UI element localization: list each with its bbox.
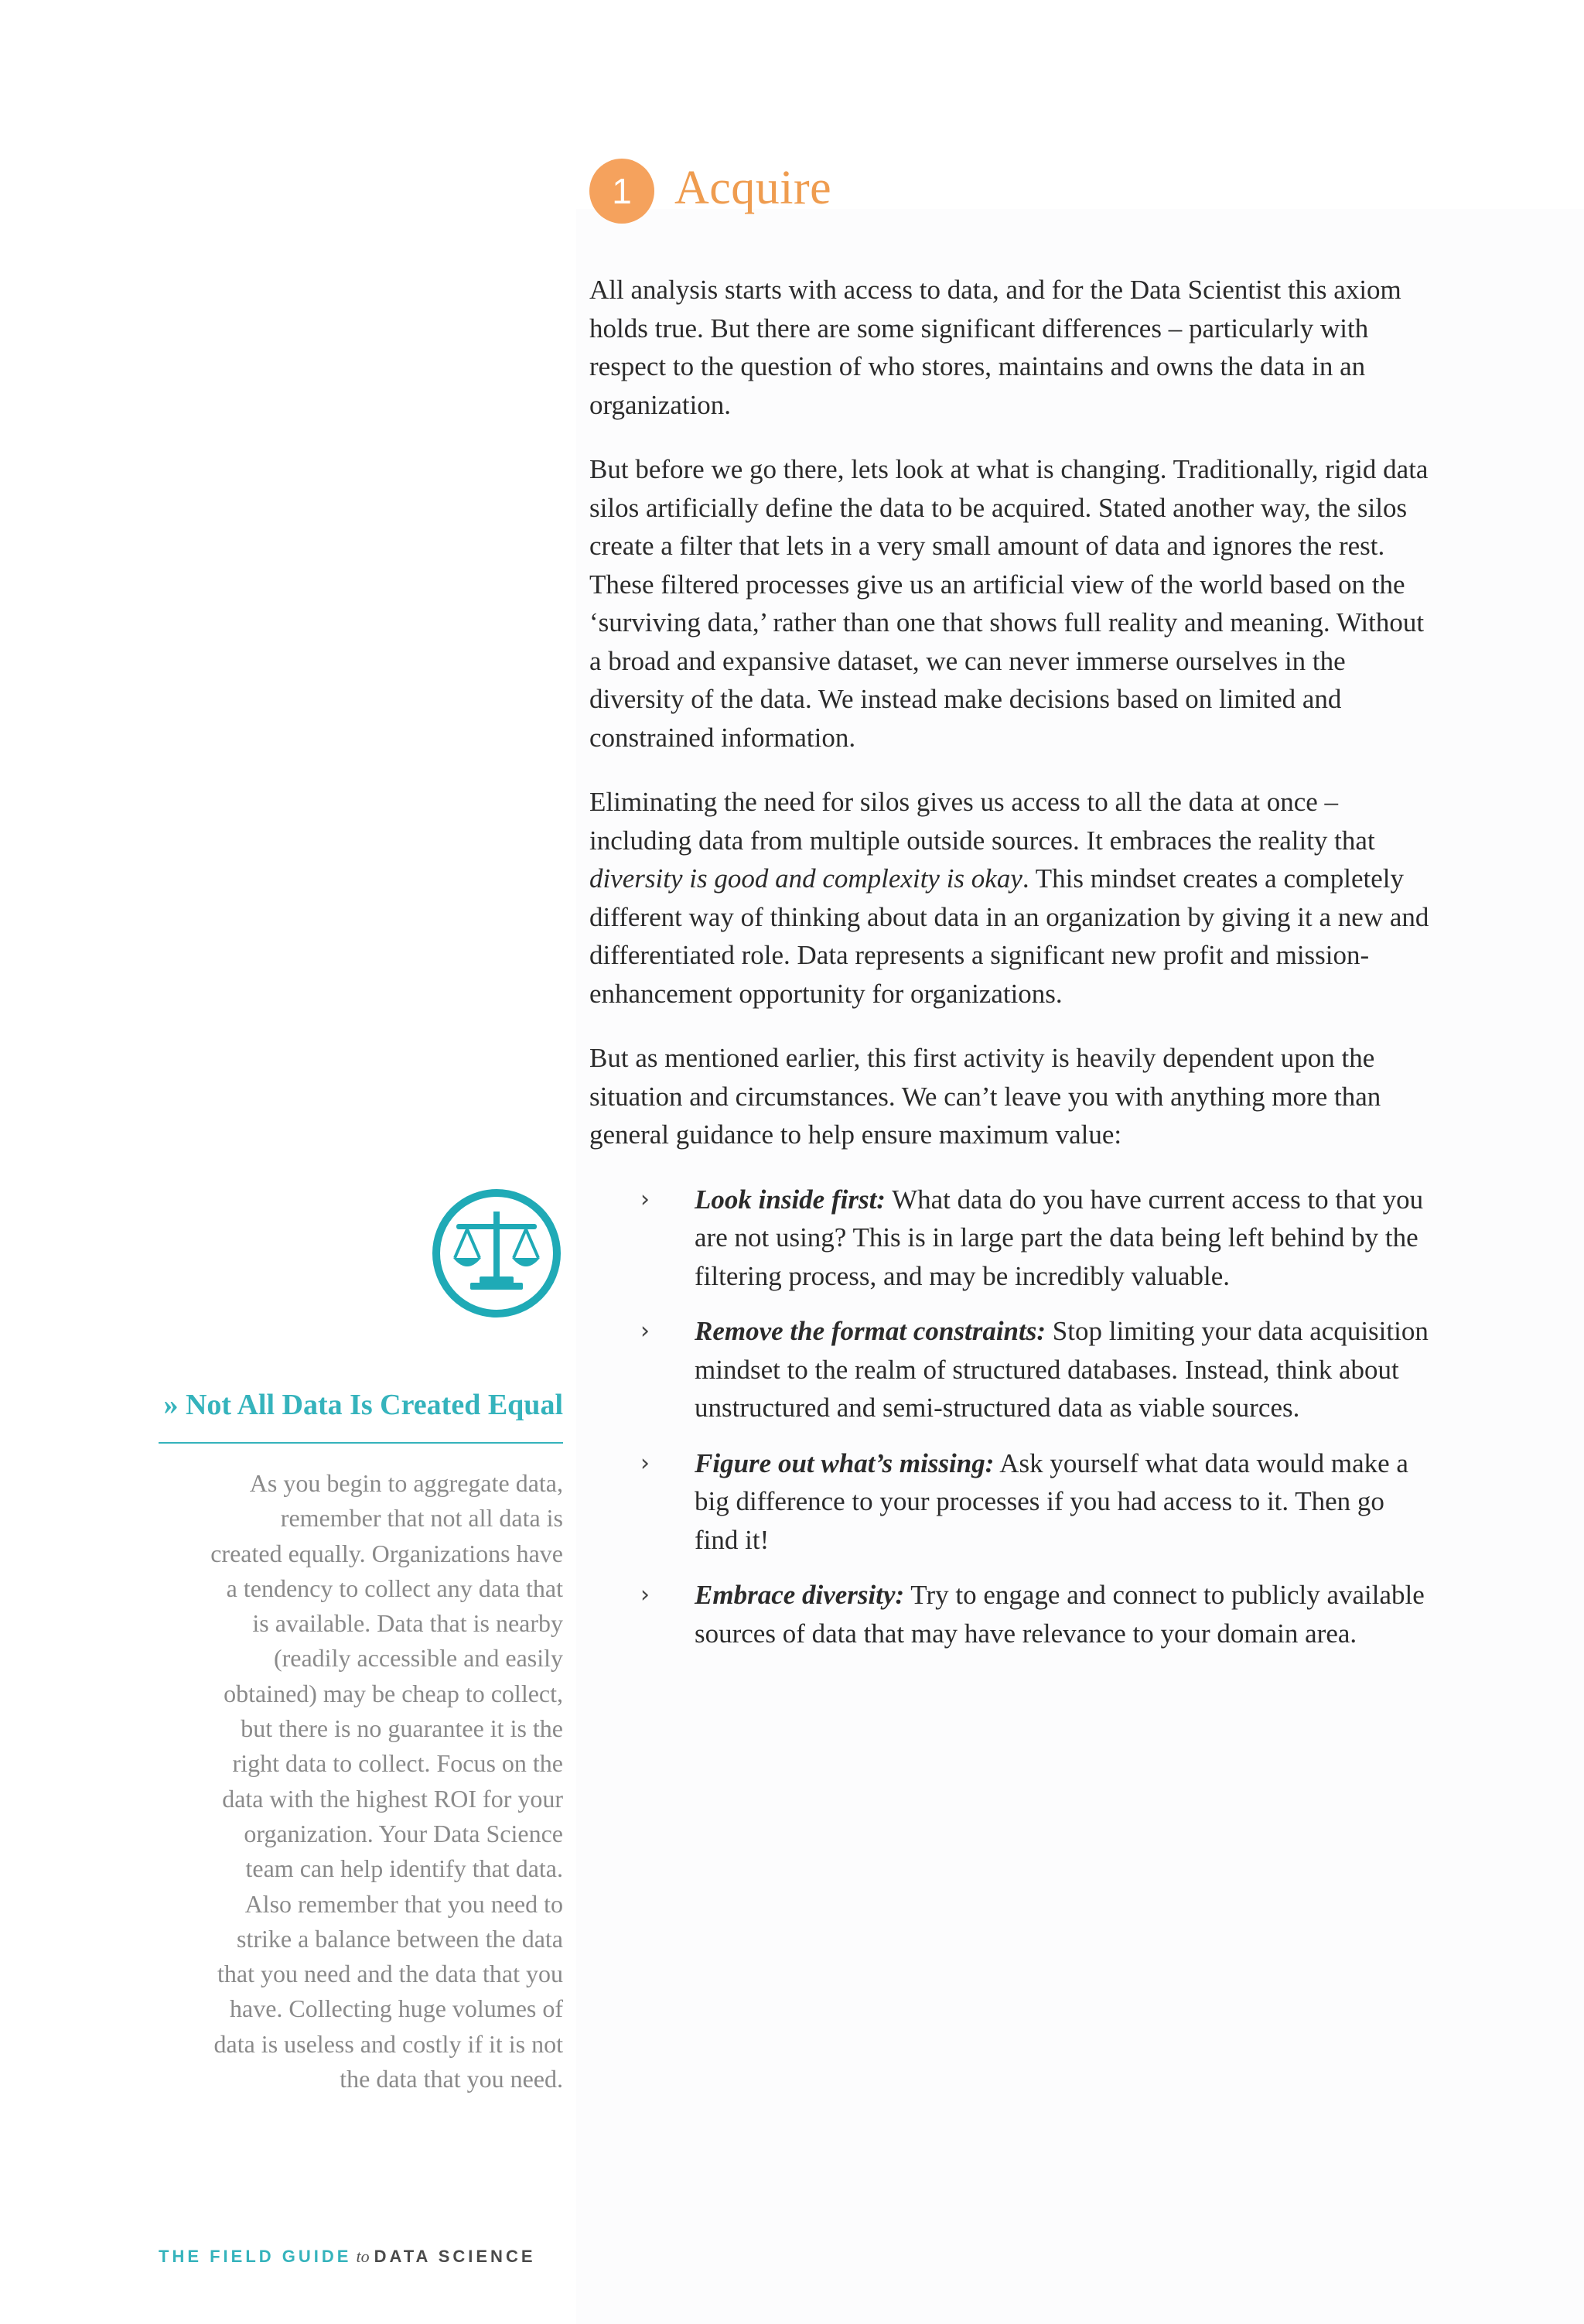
sidebar-divider bbox=[159, 1442, 563, 1444]
sidebar-line: organization. Your Data Science bbox=[244, 1819, 563, 1847]
sidebar-line: right data to collect. Focus on the bbox=[232, 1749, 563, 1778]
sidebar-line: remember that not all data is bbox=[280, 1504, 563, 1533]
sidebar-line: but there is no guarantee it is the bbox=[241, 1714, 563, 1743]
list-item bbox=[589, 1181, 1432, 1296]
list-item-text: Try to engage and connect to publicly available sources of data that may have relevance to your domain area. bbox=[695, 1580, 1425, 1649]
page-title: Acquire bbox=[674, 162, 832, 214]
sidebar-line: a tendency to collect any data that bbox=[226, 1574, 563, 1602]
paragraph-4: But as mentioned earlier, this first activity is heavily dependent upon the situation and circumstances. We can’t leave you with anything more than general guidance to help ensure maximum value: bbox=[589, 1043, 1381, 1150]
list-item-lead: Look inside first: bbox=[695, 1184, 886, 1215]
footer-part-2: to bbox=[356, 2247, 370, 2266]
list-item bbox=[589, 1444, 1432, 1560]
scale-icon bbox=[430, 1187, 563, 1320]
sidebar-line: team can help identify that data. bbox=[245, 1854, 563, 1883]
sidebar-line: is available. Data that is nearby bbox=[252, 1609, 563, 1638]
list-item-lead: Remove the format constraints: bbox=[695, 1316, 1046, 1346]
sidebar-line: the data that you need. bbox=[340, 2065, 563, 2093]
sidebar-line: obtained) may be cheap to collect, bbox=[224, 1679, 563, 1707]
paragraph-1: All analysis starts with access to data, and for the Data Scientist this axiom holds true. But there are some significant differences – particularly with respect to the question of who stores, maintains and owns the data in an organization. bbox=[589, 275, 1401, 420]
sidebar-line: created equally. Organizations have bbox=[210, 1539, 563, 1567]
sidebar-line: have. Collecting huge volumes of bbox=[229, 1994, 563, 2023]
sidebar-line: strike a balance between the data bbox=[237, 1924, 563, 1953]
bullet-chevron-icon: › bbox=[640, 1185, 650, 1213]
list-item bbox=[589, 1576, 1432, 1652]
sidebar-title: » Not All Data Is Created Equal bbox=[163, 1389, 563, 1421]
sidebar-line: Also remember that you need to bbox=[244, 1889, 563, 1918]
list-item-lead: Embrace diversity: bbox=[695, 1580, 905, 1610]
list-item bbox=[589, 1312, 1432, 1427]
bullet-chevron-icon: › bbox=[640, 1318, 650, 1345]
sidebar-line: that you need and the data that you bbox=[217, 1960, 563, 1988]
footer-part-3: DATA SCIENCE bbox=[374, 2247, 536, 2266]
paragraph-2: But before we go there, lets look at what is changing. Traditionally, rigid data silos artificially define the data to be acquired. Stated another way, the silos create a filter that lets in a very small amount of data and ignores the rest. These filtered processes give us an artificial view of the world based on the ‘surviving data,’ rather than one that shows full reality and meaning. Without a broad and expansive dataset, we can never immerse ourselves in the diversity of the data. We instead make decisions based on limited and constrained information. bbox=[589, 454, 1429, 753]
list-item-text: Ask yourself what data would make a big difference to your processes if you had access to it. Then go find it! bbox=[695, 1447, 1408, 1555]
step-number-badge: 1 bbox=[589, 159, 654, 224]
list-item-text: Stop limiting your data acquisition mindset to the realm of structured databases. Instead, think about unstructured and semi-structured data as viable sources. bbox=[695, 1316, 1429, 1423]
bullet-chevron-icon: › bbox=[640, 1581, 650, 1608]
paragraph-3 bbox=[589, 783, 1432, 1013]
sidebar-line: data is useless and costly if it is not bbox=[213, 2029, 563, 2058]
paragraph-3-part-b: . This mindset creates a completely different way of thinking about data in an organization by giving it a new and differentiated role. Data represents a significant new profit and mission-enhancement opportunity for organizations. bbox=[589, 863, 1429, 1009]
footer-part-1: THE FIELD GUIDE bbox=[159, 2247, 352, 2266]
sidebar-body bbox=[159, 1466, 563, 2097]
sidebar-line: (readily accessible and easily bbox=[273, 1644, 563, 1673]
main-content bbox=[589, 271, 1432, 1670]
guidance-list bbox=[589, 1181, 1432, 1653]
sidebar-line: data with the highest ROI for your bbox=[222, 1784, 563, 1813]
list-item-text: What data do you have current access to that you are not using? This is in large part the data being left behind by the filtering process, and may be incredibly valuable. bbox=[695, 1184, 1424, 1291]
footer-running-title bbox=[159, 2247, 536, 2267]
paragraph-3-emphasis: diversity is good and complexity is okay bbox=[589, 863, 1022, 894]
bullet-chevron-icon: › bbox=[640, 1449, 650, 1477]
list-item-lead: Figure out what’s missing: bbox=[695, 1447, 995, 1478]
sidebar-line: As you begin to aggregate data, bbox=[249, 1469, 563, 1497]
paragraph-3-part-a: Eliminating the need for silos gives us access to all the data at once – including data from multiple outside sources. It embraces the reality that bbox=[589, 787, 1375, 856]
